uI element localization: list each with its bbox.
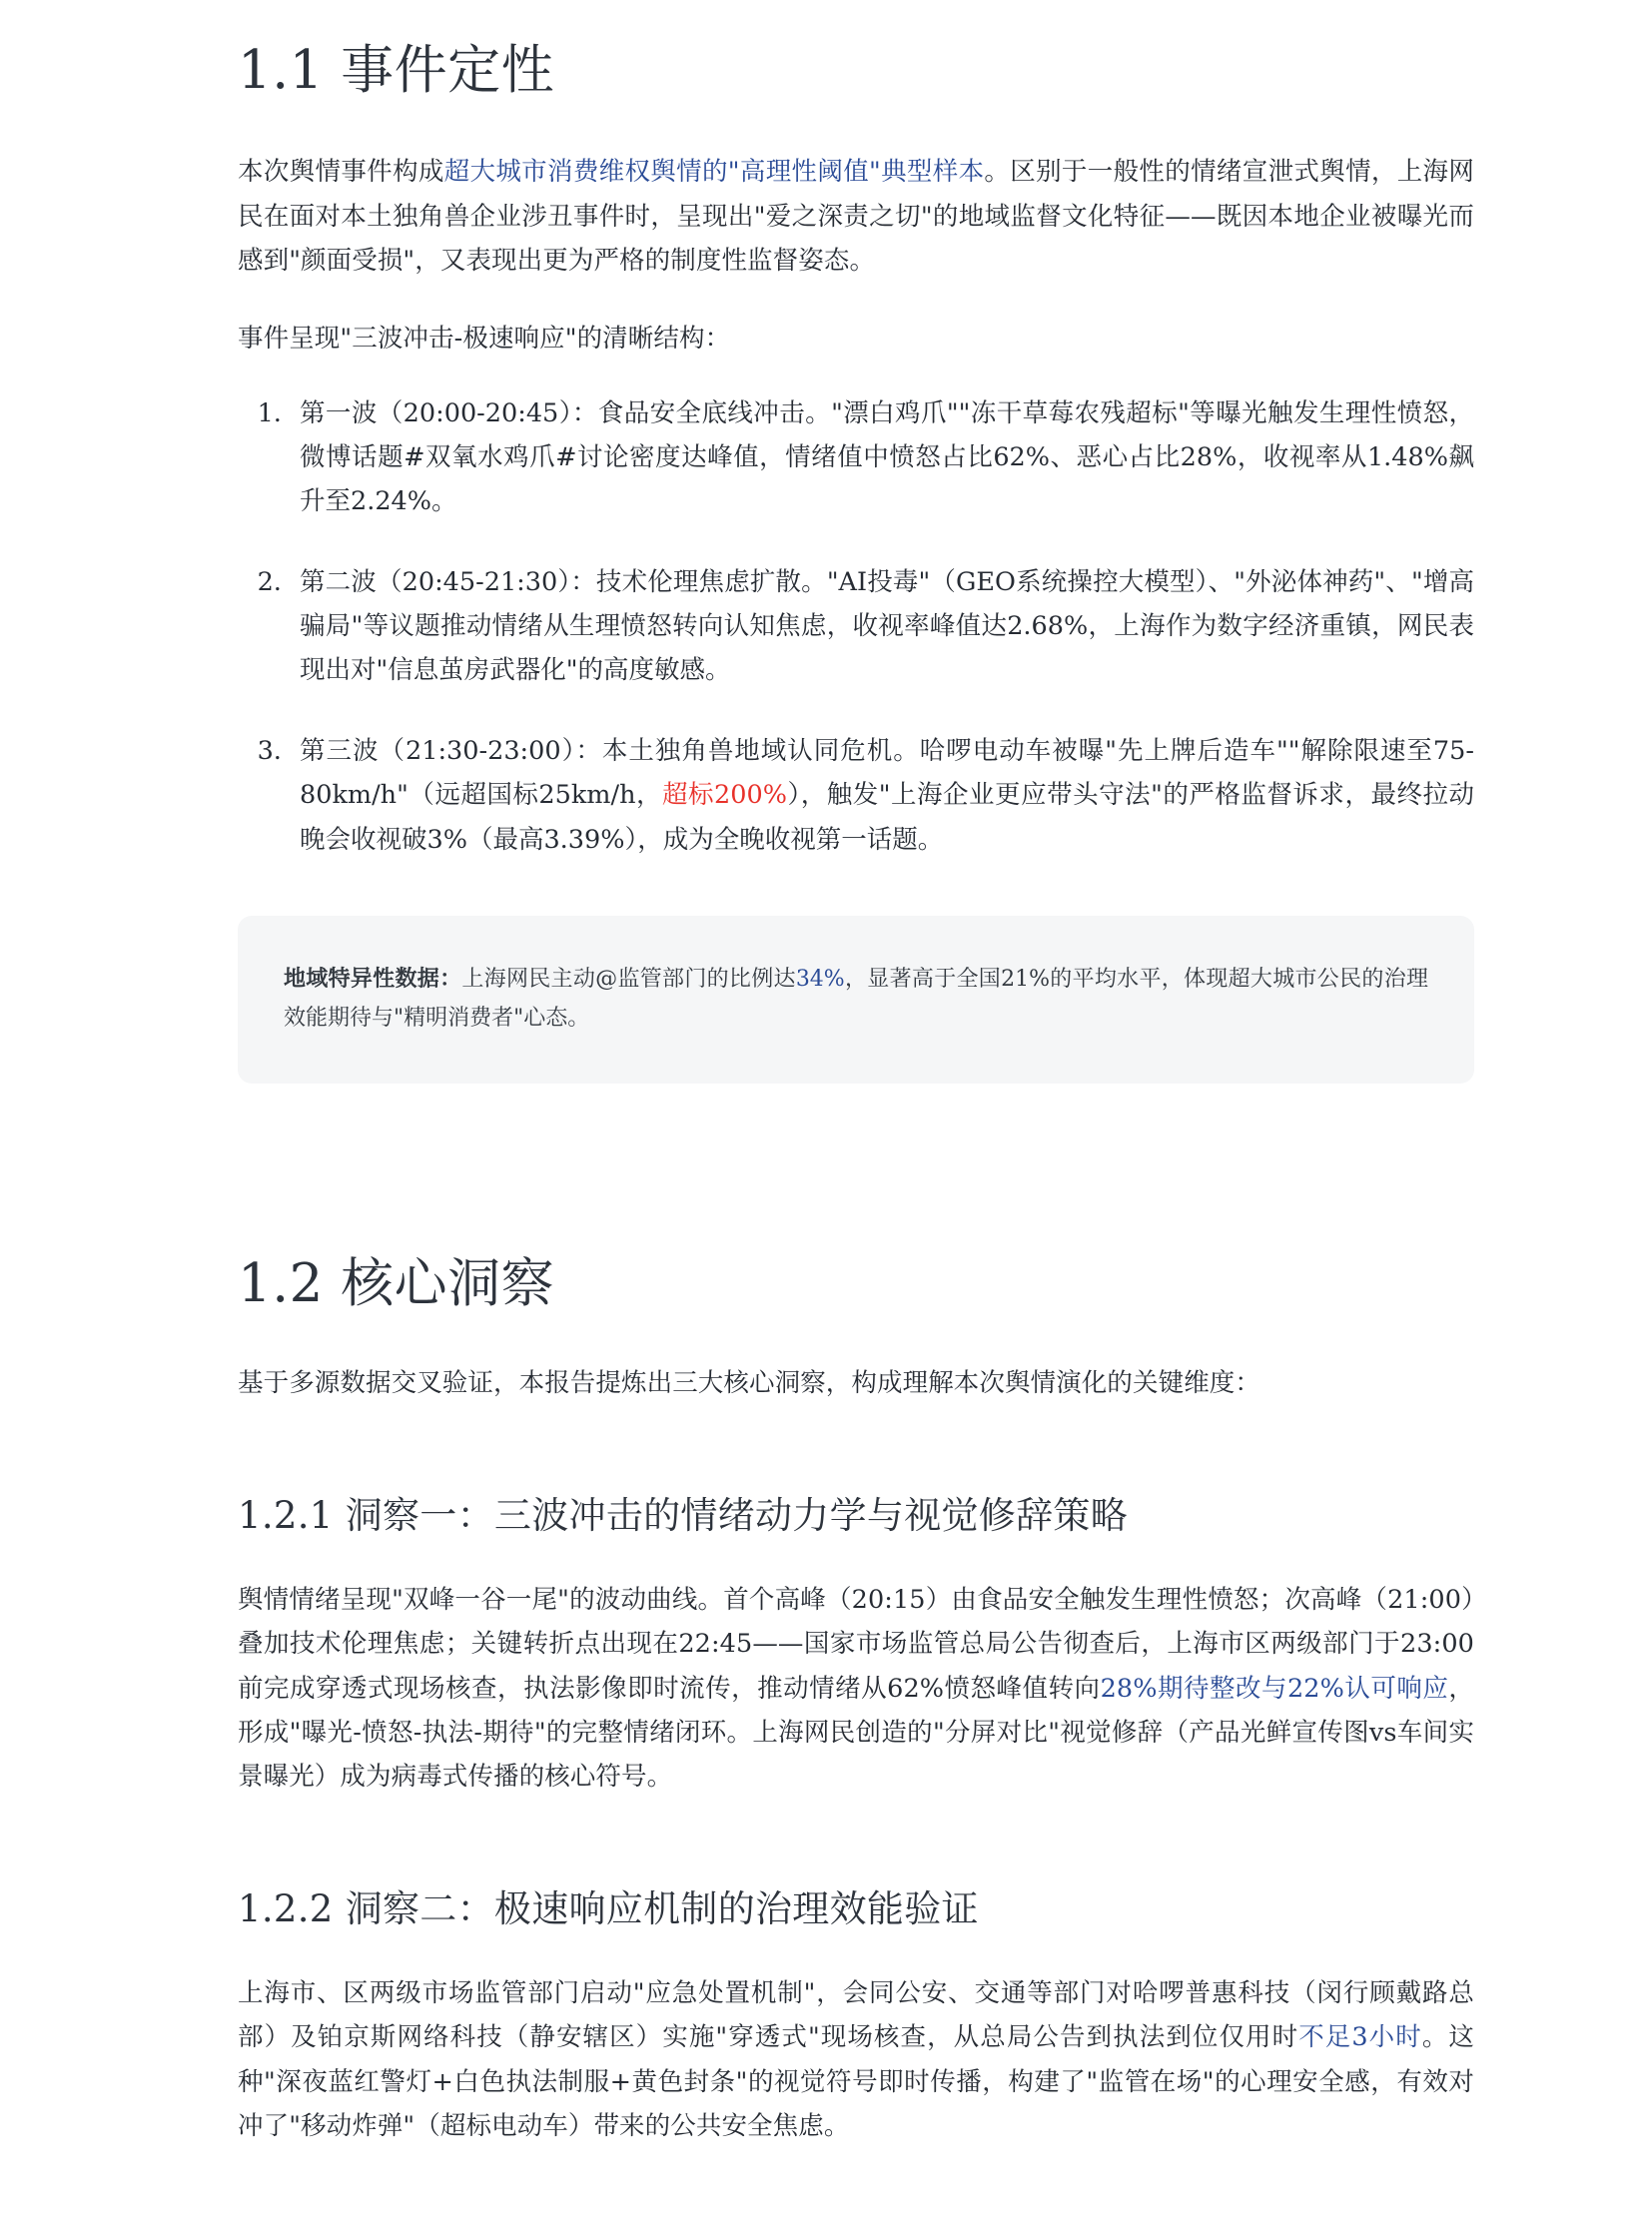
subsection-heading-1-2-1: 1.2.1 洞察一：三波冲击的情绪动力学与视觉修辞策略	[238, 1493, 1129, 1537]
wave-3-text-suffix: ），触发"上海企业更应带头守法"的严格监督诉求，最终拉动晚会收视破3%（最高3.39%），成为全晚收视第一话题。	[300, 780, 1474, 855]
wave-2-text: 第二波（20:45-21:30）：技术伦理焦虑扩散。"AI投毒"（GEO系统操控大模型）、"外泌体神药"、"增高骗局"等议题推动情绪从生理愤怒转向认知焦虑，收视率峰值达2.68%，上海作为数字经济重镇，网民表现出对"信息茧房武器化"的高度敏感。	[300, 566, 1474, 686]
list-item-wave-3	[290, 729, 1474, 862]
para-text-part-2: 。区别于一般性的情绪宣泄式舆情，上海网民在面对本土独角兽企业涉丑事件时，呈现出"爱之深责之切"的地域监督文化特征——既因本地企业被曝光而感到"颜面受损"，又表现出更为严格的制度性监督姿态。	[238, 157, 1474, 276]
highlight-blue-percentage: 34%	[795, 966, 845, 992]
insight-2-part-2: 。这种"深夜蓝红警灯+白色执法制服+黄色封条"的视觉符号即时传播，构建了"监管在场"的心理安全感，有效对冲了"移动炸弹"（超标电动车）带来的公共安全焦虑。	[238, 2022, 1474, 2141]
subsection-heading-1-2-2: 1.2.2 洞察二：极速响应机制的治理效能验证	[238, 1886, 979, 1930]
document-content	[238, 38, 1474, 2148]
section-heading-1-1: 1.1 事件定性	[238, 40, 555, 101]
callout-text-part-2: ，显著高于全国21%的平均水平，体现超大城市公民的治理效能期待与"精明消费者"心态。	[284, 966, 1428, 1032]
paragraph-insight-2-body	[238, 1971, 1474, 2148]
callout-regional-data	[238, 916, 1474, 1084]
wave-3-text-prefix: 第三波（21:30-23:00）：本土独角兽地域认同危机。哈啰电动车被曝"先上牌后造车""解除限速至75-80km/h"（远超国标25km/h，	[300, 735, 1474, 811]
list-item-wave-2	[290, 560, 1474, 693]
paragraph-structure-intro: 事件呈现"三波冲击-极速响应"的清晰结构：	[238, 324, 731, 355]
insight-2-part-1: 上海市、区两级市场监管部门启动"应急处置机制"，会同公安、交通等部门对哈啰普惠科技（闵行顾戴路总部）及铂京斯网络科技（静安辖区）实施"穿透式"现场核查，从总局公告到执法到位仅用时	[238, 1977, 1474, 2053]
callout-text	[284, 960, 1428, 1038]
list-item-wave-1	[290, 391, 1474, 524]
section-heading-1-2: 1.2 核心洞察	[238, 1253, 555, 1315]
section-spacer	[238, 1084, 1474, 1147]
insight-1-part-1: 舆情情绪呈现"双峰一谷一尾"的波动曲线。首个高峰（20:15）由食品安全触发生理性愤怒；次高峰（21:00）叠加技术伦理焦虑；关键转折点出现在22:45——国家市场监管总局公告彻查后，上海市区两级部门于23:00前完成穿透式现场核查，执法影像即时流传，推动情绪从62%愤怒峰值转向	[238, 1584, 1474, 1704]
paragraph-event-definition	[238, 150, 1474, 283]
highlight-red-over-limit: 超标200%	[662, 780, 787, 811]
insight-1-part-2: ，形成"曝光-愤怒-执法-期待"的完整情绪闭环。上海网民创造的"分屏对比"视觉修辞（产品光鲜宣传图vs车间实景曝光）成为病毒式传播的核心符号。	[238, 1673, 1474, 1793]
wave-1-text: 第一波（20:00-20:45）：食品安全底线冲击。"漂白鸡爪""冻干草莓农残超标"等曝光触发生理性愤怒，微博话题#双氧水鸡爪#讨论密度达峰值，情绪值中愤怒占比62%、恶心占比28%，收视率从1.48%飙升至2.24%。	[300, 397, 1474, 517]
highlight-blue-sample-type: 超大城市消费维权舆情的"高理性阈值"典型样本	[443, 157, 985, 188]
callout-label: 地域特异性数据：	[284, 965, 462, 992]
highlight-blue-response-time: 不足3小时	[1298, 2022, 1422, 2053]
para-text-part-1: 本次舆情事件构成	[238, 157, 444, 188]
wave-list	[238, 391, 1474, 862]
callout-text-part-1: 上海网民主动@监管部门的比例达	[461, 966, 796, 992]
highlight-blue-expectation-approval: 28%期待整改与22%认可响应	[1100, 1673, 1449, 1704]
paragraph-insight-intro: 基于多源数据交叉验证，本报告提炼出三大核心洞察，构成理解本次舆情演化的关键维度：	[238, 1368, 1261, 1399]
paragraph-insight-1-body	[238, 1578, 1474, 1800]
